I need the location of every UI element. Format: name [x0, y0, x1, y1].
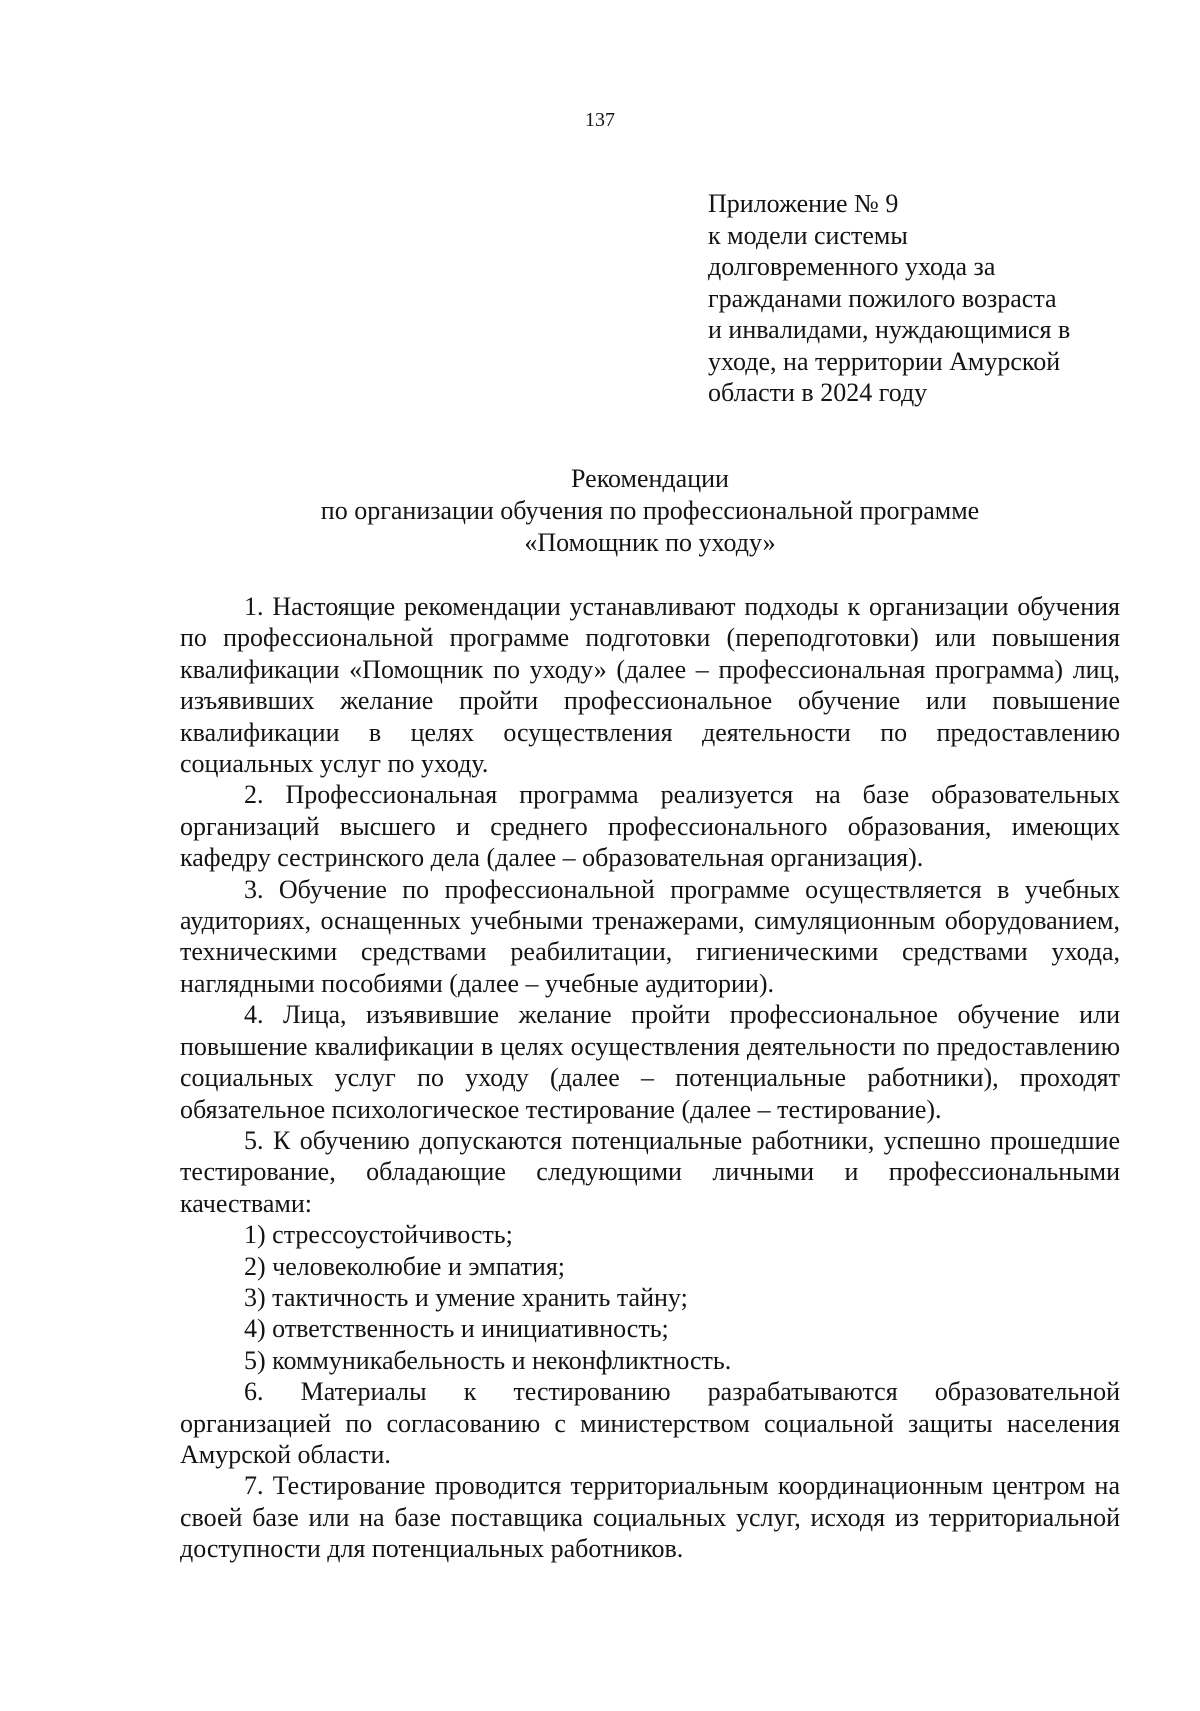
- document-body: [180, 591, 1120, 1565]
- paragraph-4: 4. Лица, изъявившие желание пройти профессиональное обучение или повышение квалификации в целях осуществления деятельности по предоставлению социальных услуг по уходу (далее – потенциальные работники), проходят обязательное психологическое тестирование (далее – тестирование).: [180, 1000, 1120, 1124]
- heading-program-name: «Помощник по уходу»: [524, 528, 776, 557]
- appendix-line: уходе, на территории Амурской: [708, 346, 1061, 376]
- appendix-line: Приложение № 9: [708, 189, 899, 218]
- appendix-line: гражданами пожилого возраста: [708, 283, 1057, 313]
- paragraph-2: 2. Профессиональная программа реализуется на базе образовательных организаций высшего и среднего профессионального образования, имеющих кафедру сестринского дела (далее – образовательная организация).: [180, 780, 1120, 873]
- heading-subtitle: по организации обучения по профессиональной программе: [320, 496, 980, 525]
- list-item-4: 4) ответственность и инициативность;: [244, 1314, 669, 1344]
- heading-title: Рекомендации: [571, 464, 729, 493]
- list-item-3: 3) тактичность и умение хранить тайну;: [244, 1282, 688, 1312]
- appendix-line: к модели системы: [708, 220, 908, 250]
- appendix-line: долговременного ухода за: [708, 252, 996, 281]
- document-heading: [180, 463, 1120, 559]
- paragraph-6: 6. Материалы к тестированию разрабатываются образовательной организацией по согласованию с министерством социальной защиты населения Амурской области.: [180, 1377, 1120, 1469]
- paragraph-7: 7. Тестирование проводится территориальным координационным центром на своей базе или на базе поставщика социальных услуг, исходя из территориальной доступности для потенциальных работников.: [180, 1471, 1120, 1564]
- appendix-line: области в 2024 году: [708, 378, 928, 407]
- appendix-block: [708, 188, 1148, 409]
- paragraph-3: 3. Обучение по профессиональной программе осуществляется в учебных аудиториях, оснащенных учебными тренажерами, симуляционным оборудованием, техническими средствами реабилитации, гигиеническими средствами ухода, наглядными пособиями (далее – учебные аудитории).: [180, 874, 1120, 998]
- paragraph-5: 5. К обучению допускаются потенциальные работники, успешно прошедшие тестирование, обладающие следующими личными и профессиональными качествами:: [180, 1125, 1120, 1218]
- page-number: 137: [585, 109, 615, 131]
- list-item-1: 1) стрессоустойчивость;: [244, 1220, 513, 1250]
- appendix-line: и инвалидами, нуждающимися в: [708, 315, 1071, 344]
- paragraph-1: 1. Настоящие рекомендации устанавливают подходы к организации обучения по профессиональной программе подготовки (переподготовки) или повышения квалификации «Помощник по уходу» (далее – профессиональная программа) лиц, изъявивших желание пройти профессиональное обучение или повышение квалификации в целях осуществления деятельности по предоставлению социальных услуг по уходу.: [180, 592, 1120, 779]
- list-item-2: 2) человеколюбие и эмпатия;: [244, 1251, 566, 1281]
- list-item-5: 5) коммуникабельность и неконфликтность.: [244, 1345, 732, 1375]
